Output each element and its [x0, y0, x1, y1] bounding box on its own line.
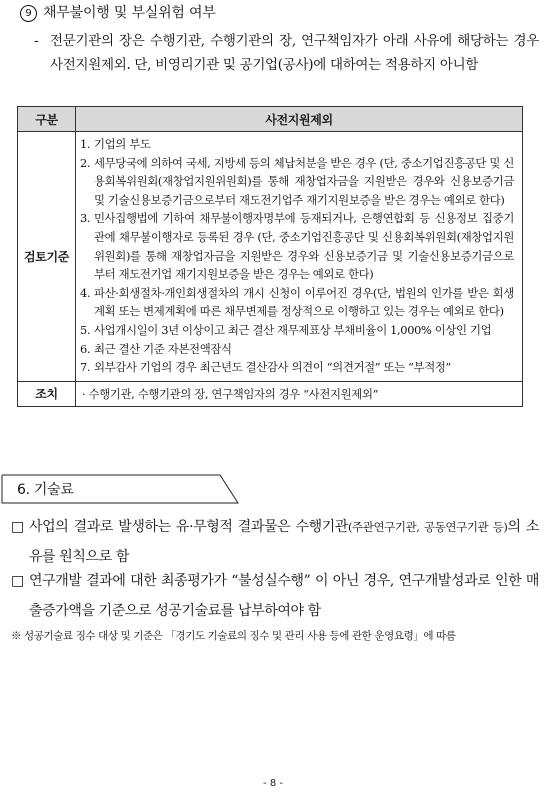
list-item-text: 외부감사 기업의 경우 최근년도 결산감사 의견이 “의견거절” 또는 “부적정”	[94, 360, 452, 375]
list-item	[80, 340, 514, 359]
bullet-ownership	[11, 512, 539, 572]
bullet-text: 연구개발 결과에 대한 최종평가가 “불성실수행” 이 아닌 경우, 연구개발성과로 인한 매출증가액을 기준으로 성공기술료를 납부하여야 함	[29, 573, 539, 619]
section-heading-text: 채무불이행 및 부실위험 여부	[43, 5, 216, 21]
action-text: · 수행기관, 수행기관의 장, 연구책임자의 경우 “사전지원제외”	[76, 381, 523, 406]
table-header-row	[18, 107, 523, 132]
list-item-number: 3.	[80, 211, 91, 226]
checkbox-bullet-icon: □	[11, 519, 24, 535]
bullet-tail-text: 의 소유를 원칙으로 함	[29, 519, 539, 565]
review-criteria-label: 검토기준	[18, 132, 76, 382]
list-item-number: 1.	[80, 137, 91, 151]
list-item-text: 사업개시일이 3년 이상이고 최근 결산 재무제표상 부채비율이 1,000% 이상인 기업	[94, 322, 492, 337]
bullet-text	[11, 512, 539, 572]
list-item-number: 6.	[80, 341, 91, 356]
circled-number: 9	[20, 5, 37, 22]
section-title: 6. 기술료	[17, 482, 74, 498]
list-item	[80, 284, 514, 321]
list-item-number: 4.	[80, 285, 91, 300]
table-header-category: 구분	[18, 107, 76, 132]
action-label: 조치	[18, 381, 76, 406]
table-row-review-criteria	[18, 132, 523, 382]
exclusion-paragraph-text: 전문기관의 장은 수행기관, 수행기관의 장, 연구책임자가 아래 사유에 해당하는 경우 사전지원제외. 단, 비영리기관 및 공기업(공사)에 대하여는 적용하지 아니함	[50, 33, 539, 73]
section-tab-technology-fee	[0, 473, 240, 505]
list-item	[80, 135, 514, 154]
checkbox-bullet-icon: □	[11, 573, 24, 589]
list-item-text: 민사집행법에 기하여 채무불이행자명부에 등재되거나, 은행연합회 등 신용정보 집중기관에 채무불이행자로 등록된 경우 (단, 중소기업진흥공단 및 신용회복위원회(재창업지원위원회)를 통해 재창업자금을 지원받은 경우와 신용보증기금 및 기술신용보증기금으로부터 재도전기업 재기지원보증을 받은 경우는 예외로 한다)	[94, 211, 514, 282]
table-row-action	[18, 381, 523, 406]
bullet-success-fee	[11, 566, 539, 626]
list-item-text: 최근 결산 기준 자본전액잠식	[94, 341, 232, 356]
list-item	[80, 154, 514, 210]
section-heading-default-risk	[20, 2, 216, 22]
exclusion-paragraph	[34, 29, 539, 77]
review-criteria-list	[76, 132, 523, 382]
footnote: ※ 성공기술료 징수 대상 및 기준은 「경기도 기술료의 징수 및 관리 사용 등에 관한 운영요령」에 따름	[11, 630, 456, 642]
list-item-number: 5.	[80, 322, 91, 337]
list-item	[80, 209, 514, 283]
list-item-text: 기업의 부도	[94, 137, 151, 151]
exclusion-criteria-table	[17, 106, 523, 407]
bullet-parenthetical: (주관연구기관, 공동연구기관 등)	[347, 520, 508, 534]
list-item	[80, 358, 514, 377]
bullet-main-text: 사업의 결과로 발생하는 유·무형적 결과물은 수행기관	[29, 519, 348, 535]
list-item-text: 파산·회생절차·개인회생절차의 개시 신청이 이루어진 경우(단, 법원의 인가를 받은 회생계획 또는 변제계획에 따른 채무변제를 정상적으로 이행하고 있는 경우는 예외로 한다)	[94, 285, 514, 319]
dash-marker: -	[34, 33, 39, 49]
page-number: - 8 -	[263, 778, 283, 789]
list-item-number: 7.	[80, 360, 91, 375]
list-item-number: 2.	[80, 155, 91, 170]
table-header-exclusion: 사전지원제외	[76, 107, 523, 132]
list-item	[80, 321, 514, 340]
list-item-text: 세무당국에 의하여 국세, 지방세 등의 체납처분을 받은 경우 (단, 중소기업진흥공단 및 신용회복위원회(재창업지원위원회)를 통해 재창업자금을 지원받은 경우와 신용보증기금 및 기술신용보증기금으로부터 재도전기업주 재기지원보증을 받은 경우는 예외로 한다)	[94, 155, 514, 207]
